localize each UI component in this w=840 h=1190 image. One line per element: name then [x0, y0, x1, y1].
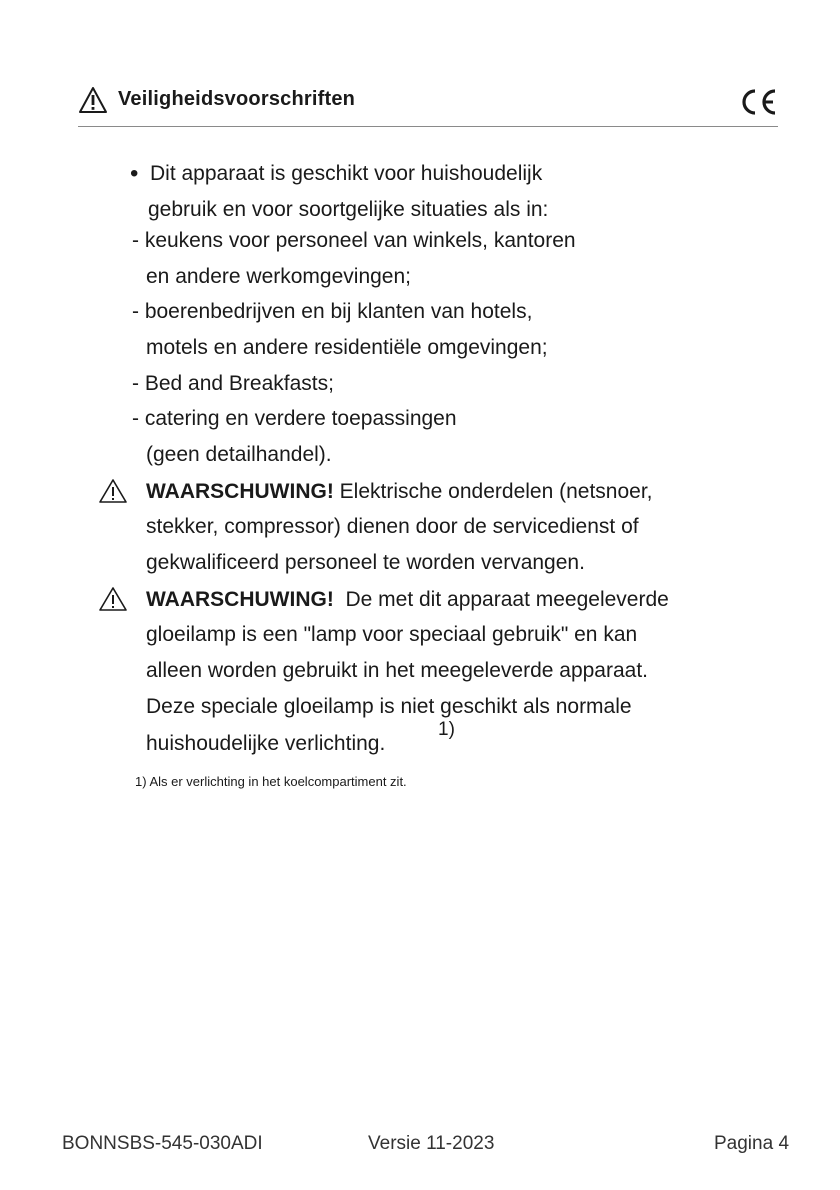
footnote-reference: 1): [438, 719, 455, 740]
warning-1-line-3: gekwalificeerd personeel te worden vervangen.: [146, 551, 585, 574]
warning-1-line-2: stekker, compressor) dienen door de servicedienst of: [146, 515, 639, 538]
intro-line-2: gebruik en voor soortgelijke situaties als in:: [148, 198, 549, 221]
warning-1-text-1: Elektrische onderdelen (netsnoer,: [333, 480, 653, 503]
ce-mark-icon: [738, 86, 780, 118]
warning-2-line-5: huishoudelijke verlichting.: [146, 732, 386, 755]
warning-triangle-icon: [78, 86, 108, 114]
warning-1-label: WAARSCHUWING!: [146, 480, 334, 503]
warning-1-line-1: [146, 479, 653, 505]
intro-line-1: Dit apparaat is geschikt voor huishoudelijk: [150, 162, 543, 185]
list-item-1-line-1: - keukens voor personeel van winkels, kantoren: [132, 229, 576, 252]
header-divider: [78, 126, 778, 127]
list-item-3: - Bed and Breakfasts;: [132, 372, 334, 395]
page-title: Veiligheidsvoorschriften: [118, 88, 356, 110]
footnote: 1) Als er verlichting in het koelcompartiment zit.: [135, 774, 407, 789]
warning-2-text-1: De met dit apparaat meegeleverde: [333, 588, 669, 611]
footer-version: Versie 11-2023: [368, 1133, 495, 1154]
list-item-2-line-1: - boerenbedrijven en bij klanten van hotels,: [132, 300, 533, 323]
list-item-4-line-1: - catering en verdere toepassingen: [132, 407, 457, 430]
list-item-2-line-2: motels en andere residentiële omgevingen;: [146, 336, 548, 359]
warning-2-label: WAARSCHUWING!: [146, 588, 334, 611]
list-item-4-line-2: (geen detailhandel).: [146, 443, 332, 466]
bullet-marker: •: [130, 160, 139, 187]
warning-triangle-icon: [98, 586, 128, 612]
footer-model: BONNSBS-545-030ADI: [62, 1133, 263, 1154]
footer-page-number: Pagina 4: [714, 1133, 790, 1154]
warning-2-line-1: [146, 587, 669, 613]
warning-triangle-icon: [98, 478, 128, 504]
warning-2-line-4: Deze speciale gloeilamp is niet geschikt als normale: [146, 695, 632, 718]
warning-2-line-3: alleen worden gebruikt in het meegeleverde apparaat.: [146, 659, 649, 682]
list-item-1-line-2: en andere werkomgevingen;: [146, 265, 412, 288]
warning-2-line-2: gloeilamp is een "lamp voor speciaal gebruik" en kan: [146, 623, 638, 646]
